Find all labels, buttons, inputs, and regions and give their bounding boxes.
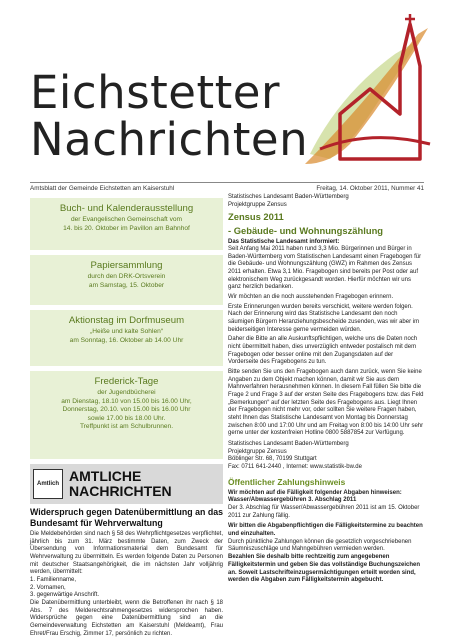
list-item: 1. Familienname, [30,577,77,583]
notice-line: am Sonntag, 16. Oktober ab 14.00 Uhr [69,336,184,344]
address-line: Böblinger Str. 68, 70199 Stuttgart [228,456,317,463]
zensus-paragraph: Seit Anfang Mai 2011 haben rund 3,3 Mio. Bürgerinnen und Bürger in Baden-Württemberg vom Statistischen Landesamt einen Fragebogen für die Gebäude- und Wohnungszählung (GWZ) im Rahmen des Zensus 2011 erhalten. Etwa 3,1 Mio. Fragebogen sind bereits per Post oder auf elektronischem Weg zurückgesandt worden. Hierfür möchten wir uns ganz herzlich bedanken. [228,245,422,291]
notice-line: Donnerstag, 20.10. von 15.00 bis 16.00 Uhr [62,406,191,414]
masthead-title-line1: Eichstetter [30,66,280,119]
masthead-title-line2: Nachrichten [30,113,309,166]
church-logo-icon [300,14,440,164]
article-paragraph: Die Meldebehörden sind nach § 58 des Wehrpflichtgesetzes verpflichtet, jährlich bis zum 31. März bestimmte Daten, zum Zweck der Übersendung von Informationsmaterial dem Bundesamt für Wehrverwaltung zu übermitteln. Es werden folgende Daten zu Personen mit deutscher Staatsangehörigkeit, die im nächsten Jahr volljährig werden, übermittelt: [30,530,223,576]
notice-line: Treffpunkt ist am Schulbrunnen. [79,423,174,431]
notice-line: „Heiße und kalte Sohlen“ [90,328,163,335]
zensus-title-sub: - Gebäude- und Wohnungszählung [228,225,384,237]
notice-title: Frederick-Tage [94,376,159,387]
zahlung-paragraph: Durch pünktliche Zahlungen können die gesetzlich vorgeschriebenen Säumniszuschläge und Mahngebühren vermieden werden. [228,538,412,553]
amtliche-title-line2: NACHRICHTEN [69,483,172,499]
data-list [30,577,223,600]
notice-line: durch den DRK-Ortsverein [87,273,166,280]
zahlungshinweis-title: Öffentlicher Zahlungshinweis [228,476,346,487]
notice-line: der Jugendbücherei [97,389,156,396]
zensus-paragraph: Daher die Bitte an alle Auskunftspflichtigen, welche uns die Daten noch nicht übermittelt haben, dies unverzüglich entweder postalisch mit dem Fragebogen oder besser online mit den Zugangsdaten auf der Vorderseite des Fragebogens zu tun. [228,336,418,366]
list-item: 3. gegenwärtige Anschrift. [30,592,100,599]
notice-aktionstag [30,310,223,366]
zensus-title: Zensus 2011 [228,211,284,223]
zensus-source-line: Statistisches Landesamt Baden-Württemberg [228,194,349,200]
issue-date: Freitag, 14. Oktober 2011, Nummer 41 [316,185,424,192]
amtliche-nachrichten-banner [30,464,223,504]
right-column [228,194,424,585]
zahlung-paragraph: Bezahlen Sie deshalb bitte rechtzeitig zum angegebenen Fälligkeitstermin und geben Sie das vollständige Buchungszeichen an. Soweit Lastschrifteinzugsermächtigungen erteilt worden sind, werden die Abgaben zum Fälligkeitstermin abgebucht. [228,554,421,584]
notice-frederick-tage [30,371,223,459]
address-line: Statistisches Landesamt Baden-Württemberg [228,441,349,448]
zensus-source-line: Projektgruppe Zensus [228,201,287,208]
publication-subtitle: Amtsblatt der Gemeinde Eichstetten am Kaiserstuhl [30,185,175,192]
article-paragraph: Die Datenübermittlung unterbleibt, wenn die Betroffenen ihr nach § 18 Abs. 7 des Melderechtsrahmengesetzes widersprochen haben. Widersprüche gegen eine Datenübermittlung sind an die Gemeindeverwaltung Eichstetten am Kaiserstuhl (Meldeamt), Frau Ehret/Frau Erschig, Zimmer 17, persönlich zu richten. [30,600,223,637]
amtliche-title-line1: AMTLICHE [69,467,142,484]
notice-title: Aktionstag im Dorfmuseum [68,315,185,326]
zensus-paragraph: Erste Erinnerungen wurden bereits verschickt, weitere werden folgen. Nach der Erinnerung wird das Statistische Landesamt den noch säumigen Bürgern Heranziehungsbescheide zusenden, was wir aber im beiderseitigen Interesse gerne vermeiden würden. [228,303,420,333]
notice-papiersammlung [30,255,223,305]
amtlich-badge-icon: Amtlich [33,469,63,499]
notice-title: Buch- und Kalenderausstellung [59,203,194,214]
zensus-paragraph: Wir möchten an die noch ausstehenden Fragebogen erinnern. [228,294,394,300]
notice-line: am Samstag, 15. Oktober [88,281,165,289]
zahlung-paragraph: Wir bitten die Abgabenpflichtigen die Fälligkeitstermine zu beachten und einzuhalten. [228,523,423,538]
notice-title: Papiersammlung [90,260,163,271]
issue-meta-line [30,182,424,192]
zahlung-bold-line: Wasser/Abwassergebühren 3. Abschlag 2011 [228,497,357,504]
notice-line: sowie 17.00 bis 18.00 Uhr. [87,414,166,422]
notice-line: 14. bis 20. Oktober im Pavillon am Bahnhof [63,224,190,232]
zensus-subtitle: Das Statistische Landesamt informiert: [228,238,340,245]
amtliche-title [69,469,172,500]
list-item: 2. Vornamen, [30,584,66,591]
zensus-paragraph: Bitte senden Sie uns den Fragebogen auch dann zurück, wenn Sie keine Angaben zu dem Objekt machen können, damit wir Sie aus dem Mahnverfahren herausnehmen können. In diesem Fall füllen Sie bitte die Frage 2 und Frage 3 auf der ersten Seite des Fragebogens bzw. das Feld „Bemerkungen“ auf der letzten Seite des Fragebogens aus. Liegt Ihnen der Fragebogen nicht mehr vor, oder sollten Sie weitere Fragen haben, steht Ihnen das Statistische Landesamt von Montag bis Donnerstag zwischen 8:00 und 17:00 Uhr und am Freitag von 8:00 bis 14:00 Uhr sehr gerne unter der kostenfreien Hotline 0800 5887854 zur Verfügung. [228,369,424,437]
zahlung-paragraph: Der 3. Abschlag für Wasser/Abwassergebühren 2011 ist am 15. Oktober 2011 zur Zahlung fällig. [228,505,420,519]
masthead [0,0,452,178]
left-column [30,198,223,638]
address-line: Projektgruppe Zensus [228,448,287,455]
notice-line: am Dienstag, 18.10 von 15.00 bis 16.00 Uhr, [61,397,192,405]
notice-buchausstellung [30,198,223,250]
notice-line: der Evangelischen Gemeinschaft vom [70,216,183,223]
zensus-address [228,441,424,472]
zahlung-bold-line: Wir möchten auf die Fälligkeit folgender Abgaben hinweisen: [228,489,402,496]
article-title-widerspruch: Widerspruch gegen Datenübermittlung an das Bundesamt für Wehrverwaltung [30,507,223,528]
address-line: Fax: 0711 641-2440 , Internet: www.statistik-bw.de [228,464,362,471]
